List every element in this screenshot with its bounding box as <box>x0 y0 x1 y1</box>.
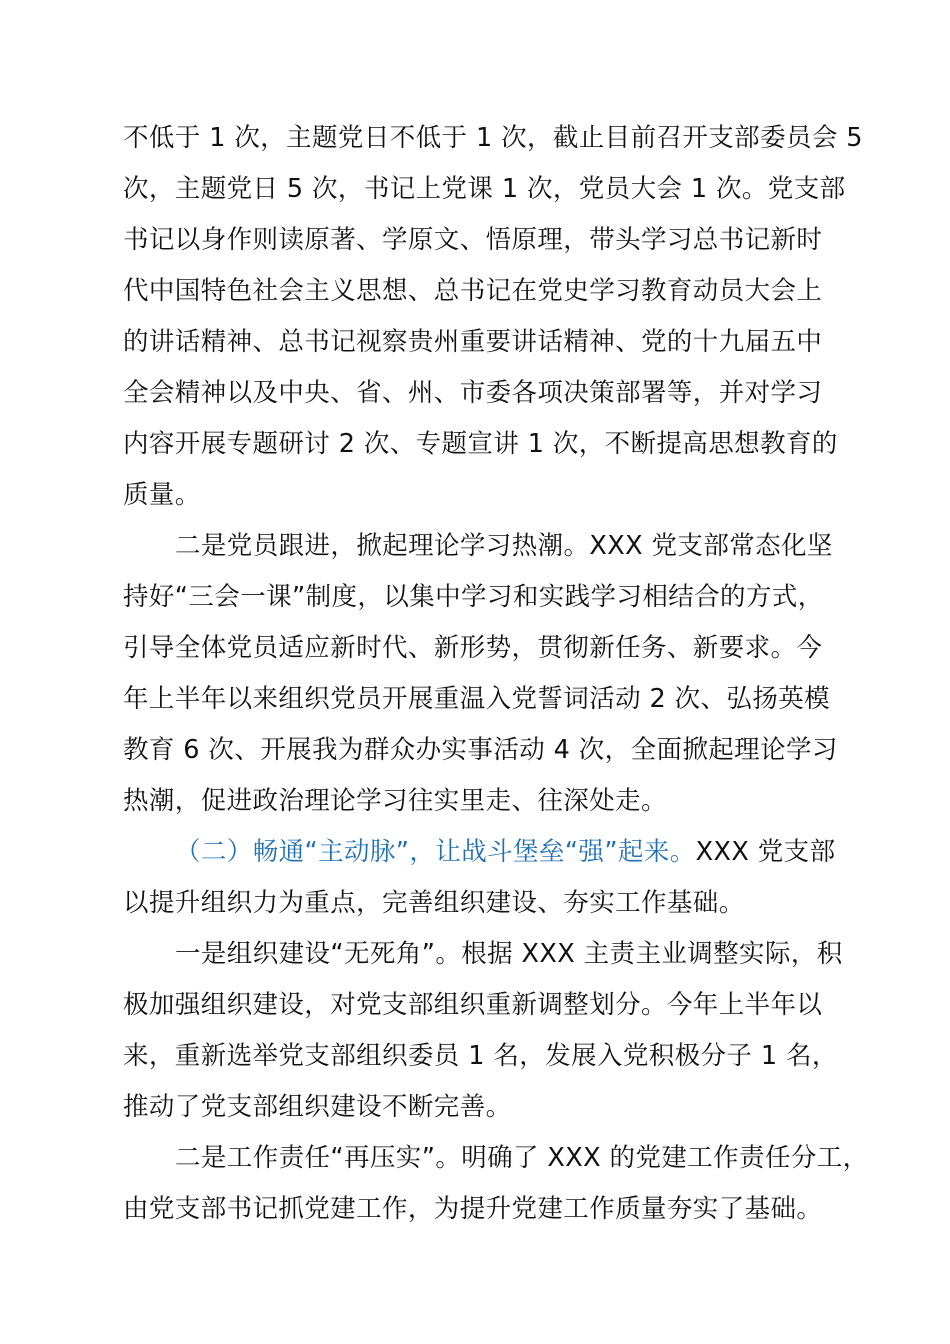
paragraph-line: 二是工作责任“再压实”。明确了 XXX 的党建工作责任分工， <box>175 1143 869 1173</box>
paragraph-line: 代中国特色社会主义思想、总书记在党史学习教育动员大会上 <box>123 276 823 306</box>
paragraph-line: 以提升组织力为重点，完善组织建设、夯实工作基础。 <box>123 888 745 918</box>
paragraph-line: 推动了党支部组织建设不断完善。 <box>123 1092 512 1122</box>
paragraph-line: 年上半年以来组织党员开展重温入党誓词活动 2 次、弘扬英模 <box>123 684 831 714</box>
paragraph-line: 质量。 <box>123 480 201 510</box>
section-heading-highlight: （二）畅通“主动脉”，让战斗堡垒“强”起来。 <box>175 837 696 867</box>
paragraph-line: 持好“三会一课”制度，以集中学习和实践学习相结合的方式， <box>123 582 824 612</box>
paragraph-line: 由党支部书记抓党建工作，为提升党建工作质量夯实了基础。 <box>123 1194 823 1224</box>
section-heading <box>175 834 843 870</box>
paragraph-line: 来，重新选举党支部组织委员 1 名，发展入党积极分子 1 名， <box>123 1041 838 1071</box>
paragraph-line: 次，主题党日 5 次，书记上党课 1 次，党员大会 1 次。党支部 <box>123 174 846 204</box>
section-heading-rest: XXX 党支部 <box>695 837 836 867</box>
paragraph-line: 教育 6 次、开展我为群众办实事活动 4 次，全面掀起理论学习 <box>123 735 838 765</box>
paragraph-line: 热潮，促进政治理论学习往实里走、往深处走。 <box>123 786 667 816</box>
paragraph-line: 的讲话精神、总书记视察贵州重要讲话精神、党的十九届五中 <box>123 327 823 357</box>
paragraph-line: 不低于 1 次，主题党日不低于 1 次，截止目前召开支部委员会 5 <box>123 123 863 153</box>
paragraph-line: 一是组织建设“无死角”。根据 XXX 主责主业调整实际，积 <box>175 939 843 969</box>
paragraph-line: 极加强组织建设，对党支部组织重新调整划分。今年上半年以 <box>123 990 823 1020</box>
paragraph-line: 内容开展专题研讨 2 次、专题宣讲 1 次，不断提高思想教育的 <box>123 429 838 459</box>
paragraph-line: 全会精神以及中央、省、州、市委各项决策部署等，并对学习 <box>123 378 823 408</box>
paragraph-line: 二是党员跟进，掀起理论学习热潮。XXX 党支部常态化坚 <box>175 531 833 561</box>
paragraph-line: 书记以身作则读原著、学原文、悟原理，带头学习总书记新时 <box>123 225 823 255</box>
paragraph-line: 引导全体党员适应新时代、新形势，贯彻新任务、新要求。今 <box>123 633 823 663</box>
